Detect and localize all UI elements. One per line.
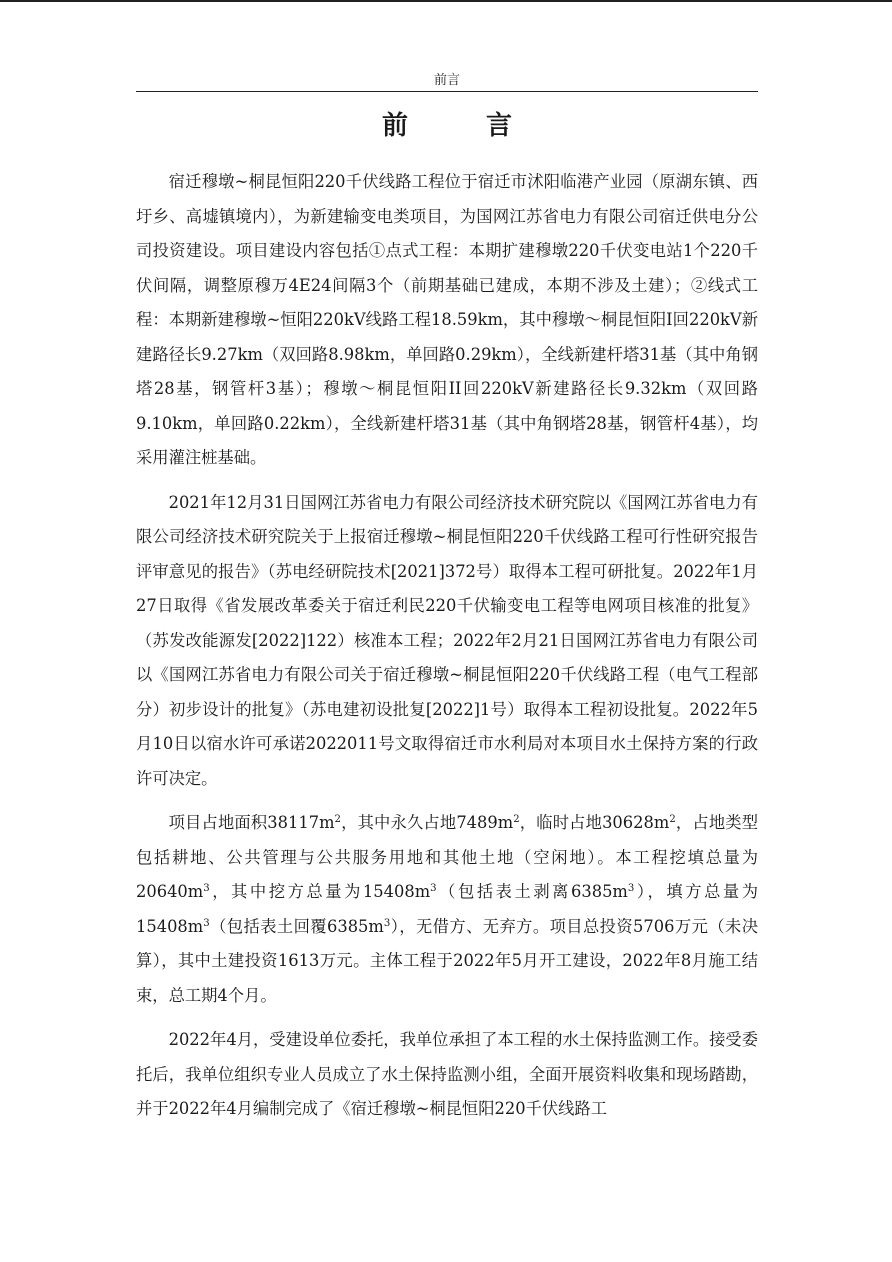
superscript: 2	[513, 813, 520, 825]
paragraph-project-overview: 宿迁穆墩~桐昆恒阳220千伏线路工程位于宿迁市沭阳临港产业园（原湖东镇、西圩乡、高墟镇境内），为新建输变电类项目，为国网江苏省电力有限公司宿迁供电分公司投资建设。项目建设内容包括①点式工程：本期扩建穆墩220千伏变电站1个220千伏间隔，调整原穆万4E24间隔3个（前期基础已建成，本期不涉及土建）；②线式工程：本期新建穆墩~恒阳220kV线路工程18.59km，其中穆墩～桐昆恒阳I回220kV新建路径长9.27km（双回路8.98km，单回路0.29km），全线新建杆塔31基（其中角钢塔28基，钢管杆3基）；穆墩～桐昆恒阳II回220kV新建路径长9.32km（双回路9.10km，单回路0.22km），全线新建杆塔31基（其中角钢塔28基，钢管杆4基），均采用灌注桩基础。	[136, 172, 758, 467]
running-header: 前言	[433, 73, 460, 88]
page-top-border	[0, 0, 892, 2]
superscript: 2	[669, 813, 676, 825]
paragraph-land-earthwork	[136, 806, 758, 1013]
header-rule	[136, 91, 758, 92]
document-body	[136, 165, 758, 1137]
superscript: 3	[627, 882, 635, 894]
paragraph-monitoring-work: 2022年4月，受建设单位委托，我单位承担了本工程的水土保持监测工作。接受委托后，我单位组织专业人员成立了水土保持监测小组，全面开展资料收集和现场踏勘，并于2022年4月编制完成了《宿迁穆墩~桐昆恒阳220千伏线路工	[136, 1030, 758, 1118]
text-segment: ，其中永久占地7489m	[340, 813, 514, 832]
superscript: 3	[203, 882, 210, 894]
superscript: 3	[203, 917, 210, 929]
page-title: 前 言	[381, 111, 538, 141]
superscript: 2	[334, 813, 341, 825]
text-segment: ，其中挖方总量为15408m	[209, 882, 431, 901]
text-segment: 项目占地面积38117m	[168, 813, 335, 832]
text-segment: ），填方总量为15408m	[136, 882, 759, 936]
text-segment: ，占地类型包括耕地、公共管理与公共服务用地和其他土地（空闲地）。本工程挖填总量为20640m	[136, 813, 759, 901]
superscript: 3	[430, 882, 437, 894]
text-segment: （包括表土剥离6385m	[436, 882, 628, 901]
text-segment: ），无借方、无弃方。项目总投资5706万元（未决算），其中土建投资1613万元。主体工程于2022年5月开工建设，2022年8月施工结束，总工期4个月。	[136, 916, 758, 1005]
superscript: 3	[383, 917, 391, 929]
text-segment: ，临时占地30628m	[519, 813, 670, 832]
text-segment: （包括表土回覆6385m	[209, 916, 384, 936]
paragraph-approvals: 2021年12月31日国网江苏省电力有限公司经济技术研究院以《国网江苏省电力有限公司经济技术研究院关于上报宿迁穆墩~桐昆恒阳220千伏线路工程可行性研究报告评审意见的报告》（苏电经研院技术[2021]372号）取得本工程可研批复。2022年1月27日取得《省发展改革委关于宿迁利民220千伏输变电工程等电网项目核准的批复》（苏发改能源发[2022]122）核准本工程；2022年2月21日国网江苏省电力有限公司以《国网江苏省电力有限公司关于宿迁穆墩~桐昆恒阳220千伏线路工程（电气工程部分）初步设计的批复》（苏电建初设批复[2022]1号）取得本工程初设批复。2022年5月10日以宿水许可承诺2022011号文取得宿迁市水利局对本项目水土保持方案的行政许可决定。	[136, 492, 758, 788]
